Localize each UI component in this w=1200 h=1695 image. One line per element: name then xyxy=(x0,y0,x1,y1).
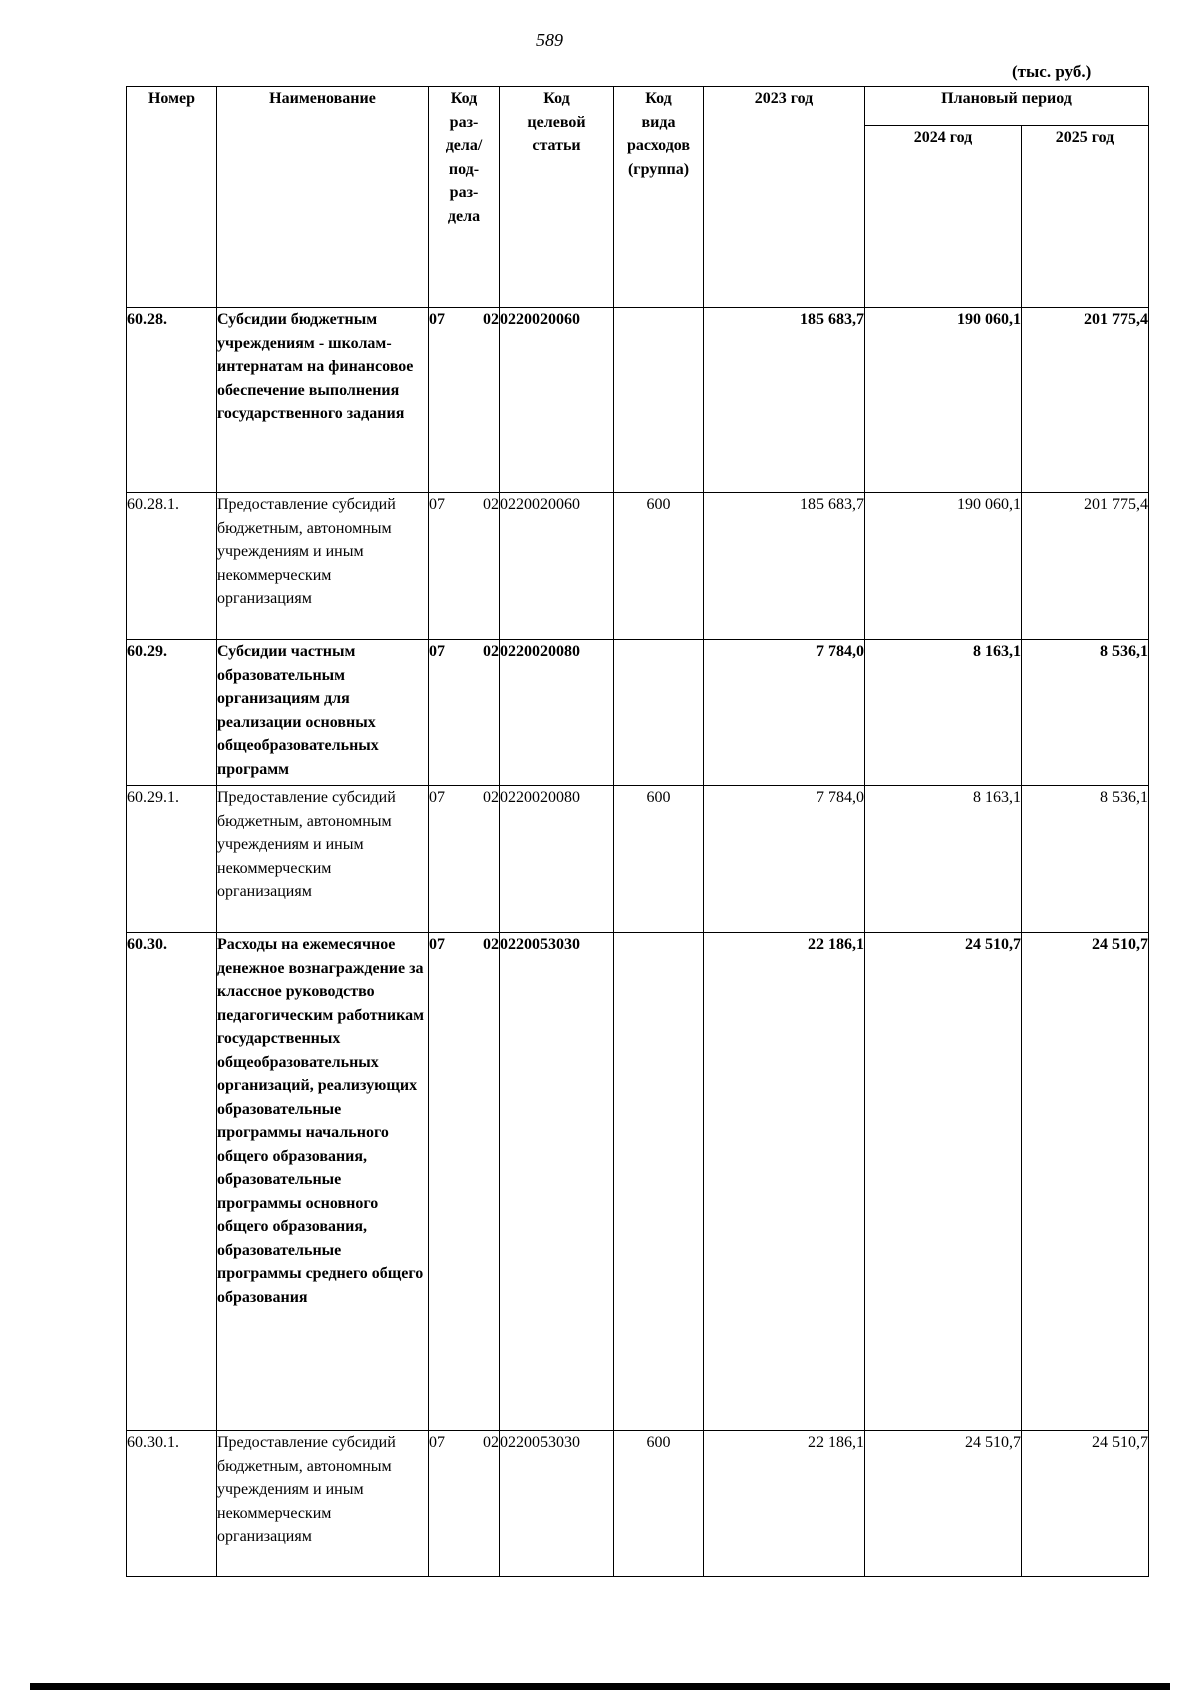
row-target-article: 0220020060 xyxy=(500,308,614,493)
row-razdel: 07 02 xyxy=(429,308,500,493)
row-target-article: 0220020060 xyxy=(500,493,614,640)
row-amount-2025: 24 510,7 xyxy=(1022,1431,1149,1577)
row-razdel: 07 02 xyxy=(429,493,500,640)
row-expense-type: 600 xyxy=(614,786,704,933)
budget-table xyxy=(126,86,1149,1577)
row-amount-2023: 7 784,0 xyxy=(704,786,865,933)
row-amount-2023: 185 683,7 xyxy=(704,308,865,493)
row-amount-2025: 201 775,4 xyxy=(1022,493,1149,640)
row-razdel: 07 02 xyxy=(429,933,500,1431)
units-label: (тыс. руб.) xyxy=(1012,62,1092,81)
row-razdel: 07 02 xyxy=(429,640,500,786)
row-amount-2025: 24 510,7 xyxy=(1022,933,1149,1431)
row-amount-2023: 22 186,1 xyxy=(704,933,865,1431)
header-plan-period: Плановый период xyxy=(865,87,1149,126)
header-row xyxy=(127,87,1149,126)
table-row xyxy=(127,493,1149,640)
row-amount-2024: 24 510,7 xyxy=(865,933,1022,1431)
header-razdel: Код раз- дела/ под- раз- дела xyxy=(429,87,500,308)
header-name: Наименование xyxy=(217,87,429,308)
row-amount-2024: 190 060,1 xyxy=(865,493,1022,640)
row-razdel: 07 02 xyxy=(429,1431,500,1577)
header-target-article: Код целевой статьи xyxy=(500,87,614,308)
header-number: Номер xyxy=(127,87,217,308)
table-row xyxy=(127,786,1149,933)
row-name: Предоставление субсидий бюджетным, автономным учреждениям и иным некоммерческим организациям xyxy=(217,786,429,933)
row-number: 60.30. xyxy=(127,933,217,1431)
row-target-article: 0220020080 xyxy=(500,640,614,786)
row-amount-2025: 201 775,4 xyxy=(1022,308,1149,493)
header-expense-type: Код вида расходов (группа) xyxy=(614,87,704,308)
row-amount-2025: 8 536,1 xyxy=(1022,786,1149,933)
row-name: Предоставление субсидий бюджетным, автономным учреждениям и иным некоммерческим организациям xyxy=(217,493,429,640)
row-expense-type xyxy=(614,640,704,786)
row-amount-2023: 185 683,7 xyxy=(704,493,865,640)
row-number: 60.30.1. xyxy=(127,1431,217,1577)
row-number: 60.29.1. xyxy=(127,786,217,933)
row-expense-type xyxy=(614,308,704,493)
row-amount-2024: 8 163,1 xyxy=(865,786,1022,933)
row-number: 60.29. xyxy=(127,640,217,786)
header-2024: 2024 год xyxy=(865,126,1022,308)
table-row xyxy=(127,1431,1149,1577)
row-amount-2023: 7 784,0 xyxy=(704,640,865,786)
header-2025: 2025 год xyxy=(1022,126,1149,308)
row-name: Расходы на ежемесячное денежное вознаграждение за классное руководство педагогическим работникам государственных общеобразовательных организаций, реализующих образовательные программы начального общего образования, образовательные программы основного общего образования, образовательные программы среднего общего образования xyxy=(217,933,429,1431)
row-expense-type: 600 xyxy=(614,1431,704,1577)
row-target-article: 0220053030 xyxy=(500,1431,614,1577)
row-razdel: 07 02 xyxy=(429,786,500,933)
table-row xyxy=(127,640,1149,786)
row-amount-2023: 22 186,1 xyxy=(704,1431,865,1577)
table-row xyxy=(127,308,1149,493)
row-amount-2024: 190 060,1 xyxy=(865,308,1022,493)
row-name: Предоставление субсидий бюджетным, автономным учреждениям и иным некоммерческим организациям xyxy=(217,1431,429,1577)
table-row xyxy=(127,933,1149,1431)
header-2023: 2023 год xyxy=(704,87,865,308)
row-name: Субсидии частным образовательным организациям для реализации основных общеобразовательных программ xyxy=(217,640,429,786)
bottom-rule xyxy=(30,1683,1170,1690)
row-expense-type xyxy=(614,933,704,1431)
row-number: 60.28.1. xyxy=(127,493,217,640)
row-amount-2024: 8 163,1 xyxy=(865,640,1022,786)
row-amount-2025: 8 536,1 xyxy=(1022,640,1149,786)
page-number: 589 xyxy=(536,30,563,50)
row-target-article: 0220053030 xyxy=(500,933,614,1431)
row-name: Субсидии бюджетным учреждениям - школам-интернатам на финансовое обеспечение выполнения государственного задания xyxy=(217,308,429,493)
row-amount-2024: 24 510,7 xyxy=(865,1431,1022,1577)
row-expense-type: 600 xyxy=(614,493,704,640)
row-number: 60.28. xyxy=(127,308,217,493)
row-target-article: 0220020080 xyxy=(500,786,614,933)
